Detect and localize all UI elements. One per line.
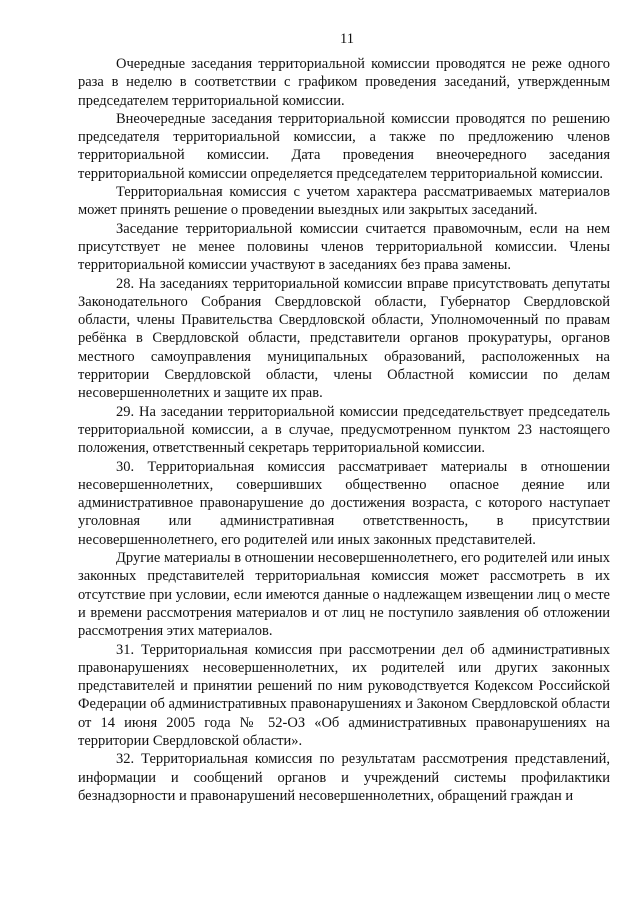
paragraph-item-31: 31. Территориальная комиссия при рассмотрении дел об административных правонарушениях несовершеннолетних, их родителей или других законных представителей и принятии решений по ним руководствуется Кодексом Российской Федерации об административных правонарушениях и Законом Свердловской области от 14 июня 2005 года № 52-ОЗ «Об административных правонарушениях на территории Свердловской области». (78, 641, 610, 749)
paragraph-regular-meetings: Очередные заседания территориальной комиссии проводятся не реже одного раза в неделю в соответствии с графиком проведения заседаний, утвержденным председателем территориальной комиссии. (78, 56, 610, 109)
paragraph-item-30: 30. Территориальная комиссия рассматривает материалы в отношении несовершеннолетних, совершивших общественно опасное деяние или административное правонарушение до достижения возраста, с которого наступает уголовная или административная ответственность, в присутствии несовершеннолетнего, его родителей или иных законных представителей. (78, 458, 610, 548)
paragraph-closed-meetings: Территориальная комиссия с учетом характера рассматриваемых материалов может принять решение о проведении выездных или закрытых заседаний. (78, 184, 610, 219)
paragraph-item-28: 28. На заседаниях территориальной комиссии вправе присутствовать депутаты Законодательного Собрания Свердловской области, Губернатор Свердловской области, члены Правительства Свердловской области, Уполномоченный по правам ребёнка в Свердловской области, представители органов прокуратуры, органов местного самоуправления муниципальных образований, расположенных на территории Свердловской области, члены Областной комиссии по делам несовершеннолетних и защите их прав. (78, 275, 610, 402)
paragraph-item-29: 29. На заседании территориальной комиссии председательствует председатель территориальной комиссии, а в случае, предусмотренном пунктом 23 настоящего положения, ответственный секретарь территориальной комиссии. (78, 403, 610, 457)
page-number: 11 (340, 31, 354, 47)
paragraph-quorum: Заседание территориальной комиссии считается правомочным, если на нем присутствует не менее половины членов территориальной комиссии. Члены территориальной комиссии участвуют в заседаниях без права замены. (78, 220, 610, 274)
paragraph-item-32: 32. Территориальная комиссия по результатам рассмотрения представлений, информации и сообщений органов и учреждений системы профилактики безнадзорности и правонарушений несовершеннолетних, обращений граждан и (78, 751, 610, 804)
paragraph-extraordinary-meetings: Внеочередные заседания территориальной комиссии проводятся по решению председателя территориальной комиссии, а также по предложению членов территориальной комиссии. Дата проведения внеочередного заседания территориальной комиссии определяется председателем территориальной комиссии. (78, 110, 610, 182)
paragraph-other-materials: Другие материалы в отношении несовершеннолетнего, его родителей или иных законных представителей территориальная комиссия может рассмотреть в их отсутствие при условии, если имеются данные о надлежащем извещении лиц о месте и времени рассмотрения материалов и от лиц не поступило заявления об отложении рассмотрения этих материалов. (78, 550, 610, 640)
